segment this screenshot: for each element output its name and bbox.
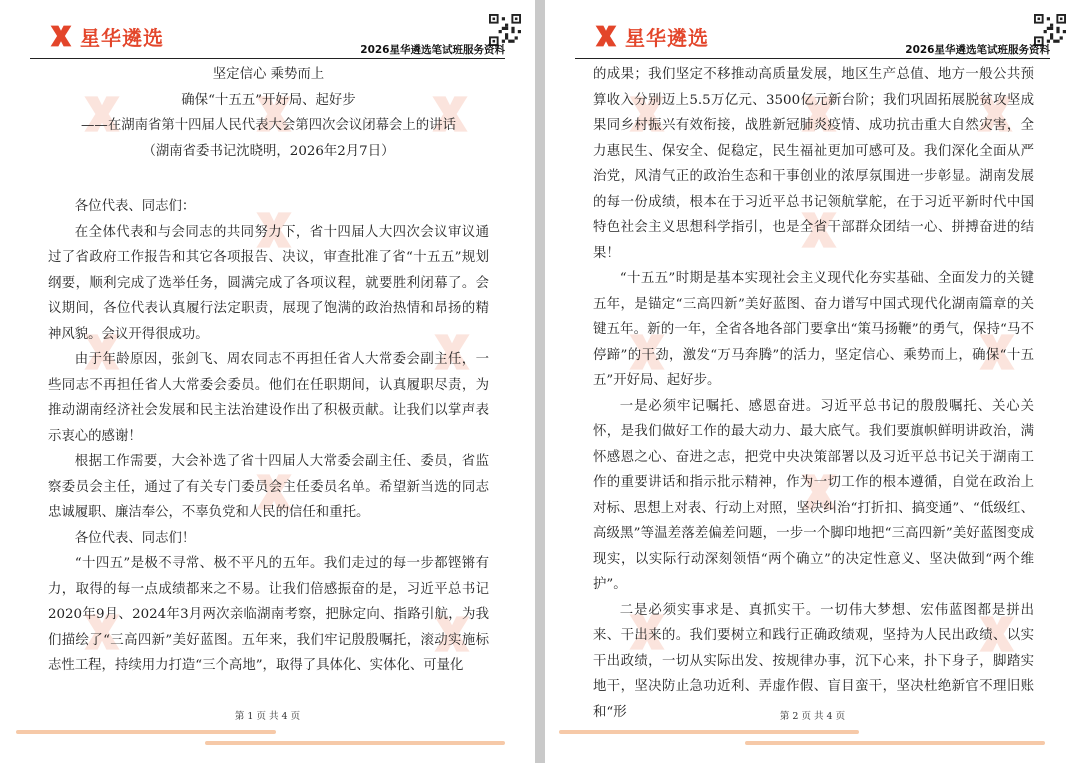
paragraph: 二是必须实事求是、真抓实干。一切伟大梦想、宏伟蓝图都是拼出来、干出来的。我们要树立和践行正确政绩观，坚持为人民出政绩、以实干出政绩，一切从实际出发、按规律办事，沉下心来，扑下身子，脚踏实地干，坚决防止急功近利、弄虚作假、盲目蛮干，坚决杜绝新官不理旧账和“形 — [593, 602, 1034, 720]
footer-bar — [205, 741, 505, 745]
paragraph: 在全体代表和与会同志的共同努力下，省十四届人大四次会议审议通过了省政府工作报告和其它各项报告、决议，审查批准了省“十五五”规划纲要，顺利完成了选举任务，圆满完成了各项议程，就要胜利闭幕了。会议期间，各位代表认真履行法定职责，展现了饱满的政治热情和昂扬的精神风貌。会议开得很成功。 — [48, 224, 489, 342]
brand-name: 星华遴选 — [625, 25, 709, 50]
speech-title-line: 坚定信心 乘势而上 — [212, 67, 325, 82]
document-body — [48, 62, 489, 679]
speech-title-block — [48, 62, 489, 164]
paragraph: 的成果；我们坚定不移推动高质量发展，地区生产总值、地方一般公共预算收入分别迈上5.5万亿元、3500亿元新台阶；我们巩固拓展脱贫攻坚成果同乡村振兴有效衔接，战胜新冠肺炎疫情、成功抗击重大自然灾害，全力惠民生、保安全、促稳定，民生福祉更加可感可及。我们深化全面从严治党，风清气正的政治生态和干事创业的浓厚氛围进一步彰显。湖南发展的每一份成绩，根本在于习近平总书记领航掌舵，在于习近平新时代中国特色社会主义思想科学指引，也是全省干部群众团结一心、拼搏奋进的结果！ — [593, 67, 1034, 261]
header-title: 2026星华遴选笔试班服务资料 — [360, 44, 505, 56]
document-page-2 — [545, 0, 1080, 763]
footer-bar — [559, 730, 859, 734]
header-title: 2026星华遴选笔试班服务资料 — [905, 44, 1050, 56]
page-number: 第 2 页 共 4 页 — [779, 711, 846, 722]
document-page-1 — [0, 0, 535, 763]
footer-bar — [16, 730, 276, 734]
header-divider — [575, 58, 1050, 59]
paragraph: “十四五”是极不寻常、极不平凡的五年。我们走过的每一步都铿锵有力，取得的每一点成绩都来之不易。让我们倍感振奋的是，习近平总书记2020年9月、2024年3月两次亲临湖南考察，把脉定向、指路引航，为我们描绘了“三高四新”美好蓝图。五年来，我们牢记殷殷嘱托，滚动实施标志性工程，持续用力打造“三个高地”，取得了具体化、实体化、可量化 — [48, 556, 489, 673]
paragraph: 各位代表、同志们： — [74, 199, 196, 214]
brand-logo — [48, 20, 164, 52]
brand-x-icon — [48, 23, 74, 49]
paragraph: 各位代表、同志们！ — [74, 530, 196, 546]
brand-logo — [593, 20, 709, 52]
paragraph: 根据工作需要，大会补选了省十四届人大常委会副主任、委员，省监察委员会主任，通过了有关专门委员会主任委员名单。希望新当选的同志忠诚履职、廉洁奉公，不辜负党和人民的信任和重托。 — [48, 454, 489, 520]
brand-x-icon — [593, 23, 619, 49]
brand-name: 星华遴选 — [80, 25, 164, 50]
speech-byline: （湖南省委书记沈晓明，2026年2月7日） — [142, 143, 395, 159]
speech-subtitle: ——在湖南省第十四届人民代表大会第四次会议闭幕会上的讲话 — [81, 118, 456, 133]
paragraph: “十五五”时期是基本实现社会主义现代化夯实基础、全面发力的关键五年，是锚定“三高四新”美好蓝图、奋力谱写中国式现代化湖南篇章的关键五年。新的一年，全省各地各部门要拿出“策马扬鞭”的勇气，保持“马不停蹄”的干劲，激发“万马奔腾”的活力，坚定信心、乘势而上，确保“十五五”开好局、起好步。 — [593, 271, 1034, 388]
header-divider — [30, 58, 505, 59]
footer-bar — [745, 741, 1045, 745]
paragraph: 一是必须牢记嘱托、感恩奋进。习近平总书记的殷殷嘱托、关心关怀，是我们做好工作的最大动力、最大底气。我们要旗帜鲜明讲政治，满怀感恩之心、奋进之志，把党中央决策部署以及习近平总书记关于湖南工作的重要讲话和指示批示精神，作为一切工作的根本遵循，自觉在政治上对标、思想上对表、行动上对照，坚决纠治“打折扣、搞变通”、“低级红、高级黑”等温差落差偏差问题，一步一个脚印地把“三高四新”美好蓝图变成现实，以实际行动深刻领悟“两个确立”的决定性意义、坚决做到“两个维护”。 — [593, 398, 1034, 592]
paragraph: 由于年龄原因，张剑飞、周农同志不再担任省人大常委会副主任，一些同志不再担任省人大常委会委员。他们在任职期间，认真履职尽责，为推动湖南经济社会发展和民主法治建设作出了积极贡献。让我们以掌声表示衷心的感谢！ — [48, 352, 489, 444]
speech-title-line: 确保“十五五”开好局、起好步 — [181, 92, 356, 108]
page-number: 第 1 页 共 4 页 — [234, 711, 301, 722]
document-body — [593, 62, 1034, 725]
